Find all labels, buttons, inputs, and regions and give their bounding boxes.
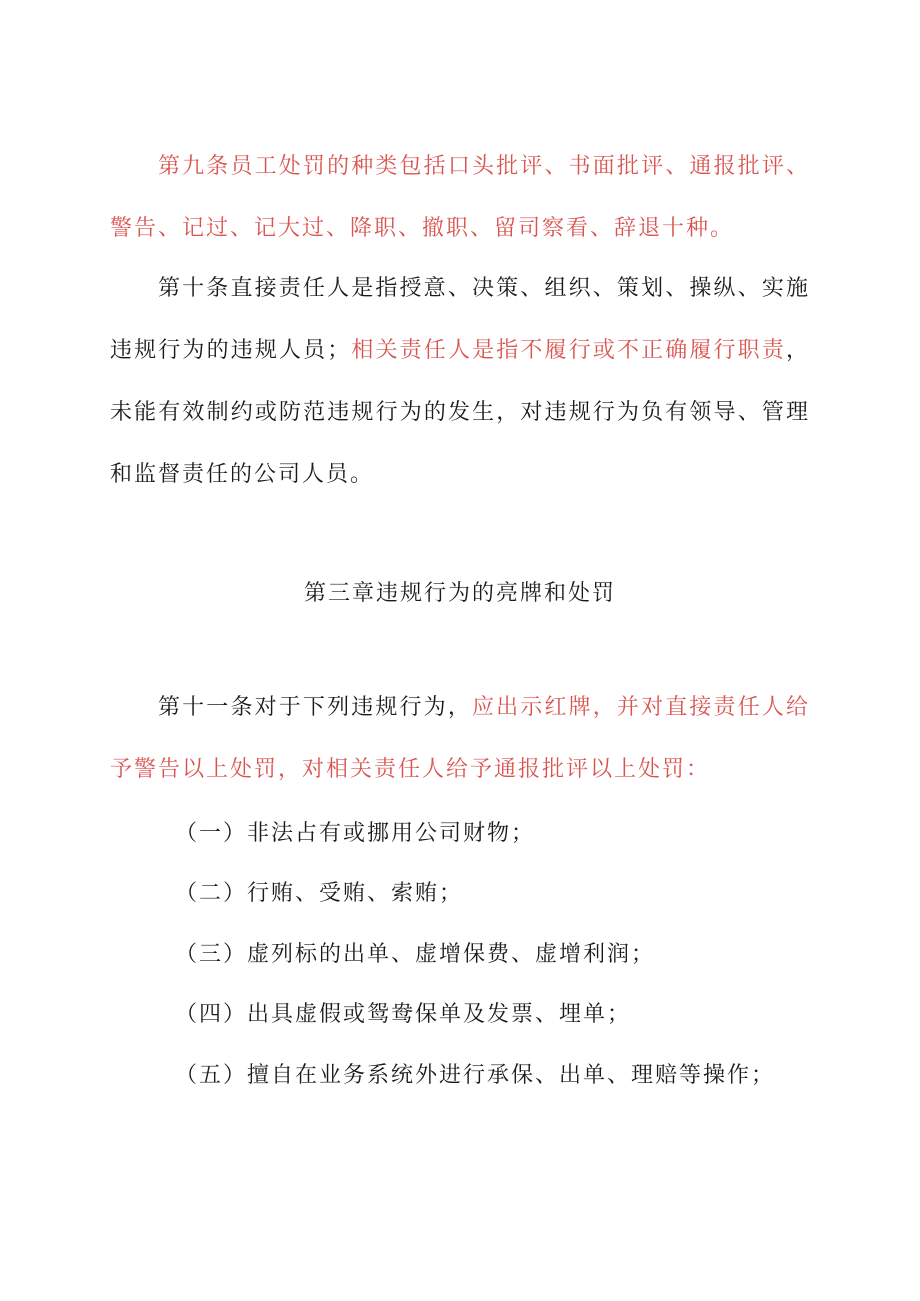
list-item: （四）出具虚假或鸳鸯保单及发票、埋单； — [175, 1002, 632, 1027]
article-10-paragraph — [110, 258, 810, 506]
article-10-text-red: 相关责任人是指不履行或不正确履行职责 — [351, 338, 786, 363]
list-item: （五）擅自在业务系统外进行承保、出单、理赔等操作； — [175, 1063, 776, 1088]
article-11-text-red: 应出示红牌，并对直接责任人给予警告以上处罚，对相关责任人给予通报批评以上处罚： — [110, 695, 810, 782]
chapter-3-heading: 第三章违规行为的亮牌和处罚 — [303, 581, 616, 606]
list-item: （二）行贿、受贿、索贿； — [175, 881, 464, 906]
list-item: （一）非法占有或挪用公司财物； — [175, 821, 536, 846]
article-11-paragraph — [110, 677, 810, 801]
article-10-text-part3: ，未能有效制约或防范违规行为的发生，对违规行为负有领导、管理和监督责任的公司人员。 — [110, 338, 810, 487]
article-9-text: 第九条员工处罚的种类包括口头批评、书面批评、通报批评、警告、记过、记大过、降职、撤职、留司察看、辞退十种。 — [110, 154, 810, 241]
article-11-text-part1: 第十一条对于下列违规行为， — [158, 695, 472, 720]
article-10-text-part1: 第十条直接责任人是指授意、决策、组织、策划、操纵、实施违规行为的违规人员； — [110, 276, 810, 363]
list-item: （三）虚列标的出单、虚增保费、虚增利润； — [175, 942, 656, 967]
article-9-paragraph — [110, 136, 810, 260]
